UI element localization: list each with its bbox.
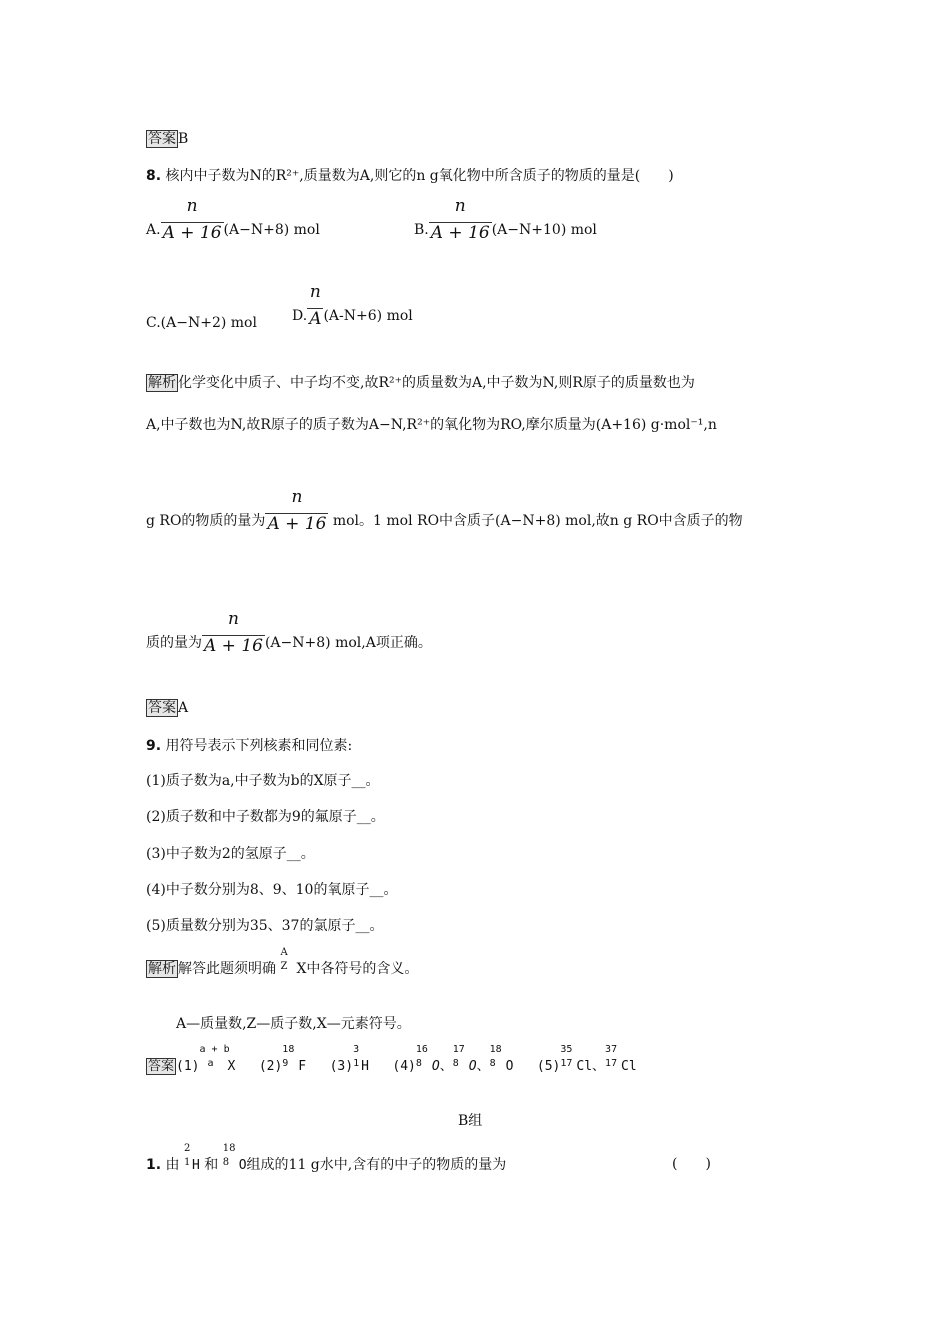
mass-number: 18 <box>222 1143 236 1154</box>
atomic-number: 8 <box>415 1058 422 1069</box>
numerator: n <box>228 609 239 629</box>
mass-number: 3 <box>353 1044 360 1055</box>
numerator: n <box>309 282 321 302</box>
nuclide-symbol <box>452 1044 469 1070</box>
option-label: A. <box>146 222 161 238</box>
analysis-text: mol。1 mol RO中含质子(A−N+8) mol,故n g RO中含质子的物 <box>328 513 743 529</box>
option-label: B. <box>414 222 429 238</box>
option-tail: (A-N+6) mol <box>323 308 413 324</box>
analysis-text: 中各符号的含义。 <box>306 961 419 977</box>
answer-label: (3) <box>329 1059 354 1074</box>
atomic-number: 8 <box>489 1058 496 1069</box>
q9-item-2: (2)质子数和中子数都为9的氟原子__。 <box>146 809 385 825</box>
analysis-text: 解答此题须明确 <box>178 961 276 977</box>
numerator: n <box>186 196 198 216</box>
q8-analysis-line1 <box>146 372 695 392</box>
nuclide-symbol <box>280 947 296 973</box>
option-tail: (A−N+10) mol <box>491 222 597 238</box>
question-text: 组成的11 g水中,含有的中子的物质的量为 <box>246 1157 507 1173</box>
question-text: 用符号表示下列核素和同位素: <box>165 738 353 754</box>
analysis-text: 化学变化中质子、中子均不变,故R²⁺的质量数为A,中子数为N,则R原子的质量数也为 <box>178 375 695 391</box>
mass-number: 16 <box>415 1044 428 1055</box>
fraction <box>161 196 224 243</box>
mass-number: 37 <box>605 1044 618 1055</box>
mass-number: 2 <box>183 1143 191 1154</box>
answer-label: (4) <box>392 1059 416 1074</box>
atomic-number: 1 <box>353 1058 360 1069</box>
nuclide-symbol <box>183 1143 192 1169</box>
atomic-number: 8 <box>452 1058 459 1069</box>
question-text: 和 <box>204 1157 219 1173</box>
answer-tag: 答案 <box>148 131 176 147</box>
atomic-number: 8 <box>222 1157 230 1168</box>
answer-tag: 答案 <box>148 1059 175 1074</box>
answer-tag: 答案 <box>148 700 176 716</box>
q9-item-1: (1)质子数为a,中子数为b的X原子__。 <box>146 773 380 789</box>
q9-analysis <box>146 947 419 978</box>
atomic-number: Z <box>280 961 288 972</box>
element-symbol: H <box>361 1059 369 1074</box>
fraction <box>265 487 328 534</box>
q8-analysis-line2 <box>146 414 717 434</box>
q9-item-3: (3)中子数为2的氢原子__。 <box>146 846 315 862</box>
denominator: A + 16 <box>430 223 490 243</box>
q9-item-5: (5)质量数分别为35、37的氯原子__。 <box>146 918 384 934</box>
answer-label: (2) <box>258 1059 283 1074</box>
element-symbol: Cl <box>576 1059 593 1074</box>
q8-stem <box>146 165 674 185</box>
question-number: 9. <box>146 738 162 754</box>
element-symbol: Cl <box>621 1059 637 1074</box>
q8-option-b <box>414 196 597 243</box>
element-symbol: O <box>468 1059 477 1074</box>
nuclide-symbol <box>605 1044 621 1070</box>
fraction <box>202 609 265 656</box>
nuclide-symbol <box>222 1143 239 1169</box>
element-symbol: F <box>298 1059 307 1074</box>
q8-option-d <box>292 282 413 329</box>
mass-number: A <box>280 947 288 958</box>
q8-analysis-line4 <box>146 609 432 656</box>
nuclide-symbol <box>199 1044 230 1070</box>
element-symbol: O <box>238 1158 247 1173</box>
question-number: 1. <box>146 1157 162 1173</box>
q8-option-a <box>146 196 320 243</box>
answer-value: A <box>178 700 189 716</box>
denominator: A + 16 <box>162 223 222 243</box>
question-text: 核内中子数为N的R²⁺,质量数为A,则它的n g氧化物中所含质子的物质的量是( ) <box>165 168 674 184</box>
atomic-number: 1 <box>183 1157 191 1168</box>
nuclide-symbol <box>282 1044 298 1070</box>
analysis-text: 质的量为 <box>146 635 202 651</box>
analysis-tag: 解析 <box>148 375 176 391</box>
answer-label: (5) <box>536 1059 561 1074</box>
q8-option-c <box>146 315 257 331</box>
element-symbol: X <box>296 961 307 977</box>
nuclide-symbol <box>489 1044 506 1070</box>
answer-value: B <box>178 131 189 147</box>
separator: 、 <box>592 1059 606 1074</box>
q8-answer <box>146 697 188 717</box>
q8-analysis-line3 <box>146 487 743 534</box>
denominator: A + 16 <box>267 514 327 534</box>
element-symbol: O <box>505 1059 514 1074</box>
analysis-text: g RO的物质的量为 <box>146 513 266 529</box>
analysis-text: A,中子数也为N,故R原子的质子数为A−N,R²⁺的氧化物为RO,摩尔质量为(A+16) g·mol⁻¹,n <box>146 417 717 433</box>
option-text: C.(A−N+2) mol <box>146 315 257 331</box>
answer-blank[interactable]: ( ) <box>672 1156 711 1172</box>
option-tail: (A−N+8) mol <box>223 222 320 238</box>
numerator: n <box>454 196 466 216</box>
fraction <box>307 282 323 329</box>
nuclide-symbol <box>415 1044 432 1070</box>
prev-answer <box>146 128 188 148</box>
atomic-number: 17 <box>560 1058 573 1069</box>
mass-number: 18 <box>489 1044 502 1055</box>
denominator: A <box>309 309 322 329</box>
group-title: B组 <box>458 1113 483 1129</box>
denominator: A + 16 <box>204 636 263 656</box>
q9-item-4: (4)中子数分别为8、9、10的氧原子__。 <box>146 882 398 898</box>
question-text: 由 <box>165 1157 180 1173</box>
mass-number: 18 <box>282 1044 295 1055</box>
numerator: n <box>291 487 303 507</box>
b-q1 <box>146 1143 507 1174</box>
analysis-tag: 解析 <box>148 961 176 977</box>
element-symbol: O <box>431 1059 440 1074</box>
q9-analysis-2: A—质量数,Z—质子数,X—元素符号。 <box>176 1016 411 1032</box>
mass-number: 17 <box>452 1044 465 1055</box>
analysis-text: (A−N+8) mol,A项正确。 <box>264 635 432 651</box>
separator: 、 <box>439 1059 453 1074</box>
separator: 、 <box>476 1059 490 1074</box>
q9-answer <box>146 1044 637 1074</box>
atomic-number: 9 <box>282 1058 289 1069</box>
element-symbol: H <box>191 1158 200 1173</box>
answer-label: (1) <box>176 1059 200 1074</box>
nuclide-symbol <box>560 1044 576 1070</box>
option-label: D. <box>292 308 308 324</box>
q9-stem <box>146 735 352 755</box>
question-number: 8. <box>146 168 162 184</box>
atomic-number: a <box>207 1058 214 1069</box>
element-symbol: X <box>227 1059 236 1074</box>
mass-number: 35 <box>560 1044 573 1055</box>
nuclide-symbol <box>353 1044 361 1070</box>
atomic-number: 17 <box>605 1058 618 1069</box>
fraction <box>429 196 492 243</box>
mass-number: a + b <box>199 1044 230 1055</box>
